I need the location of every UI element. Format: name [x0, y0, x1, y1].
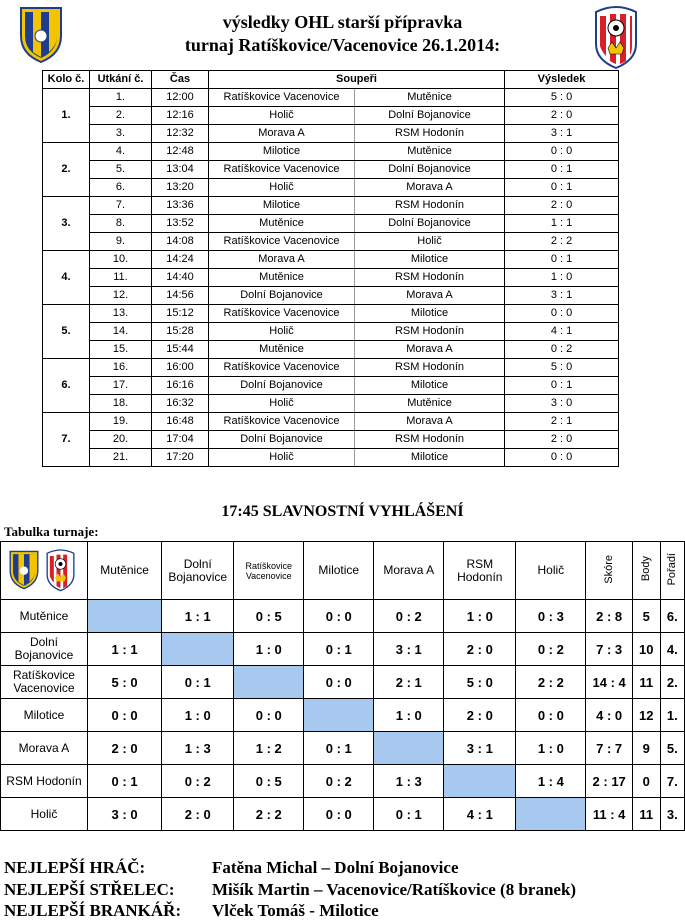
match-schedule-table [42, 70, 619, 467]
match-result: 5 : 0 [505, 359, 619, 377]
match-number: 12. [90, 287, 152, 305]
table-row [43, 107, 619, 125]
total-points: 11 [632, 798, 660, 831]
match-score-cell: 0 : 2 [304, 765, 374, 798]
total-score: 7 : 3 [586, 633, 633, 666]
match-result: 0 : 0 [505, 449, 619, 467]
home-team: Morava A [209, 251, 355, 269]
match-score-cell: 2 : 0 [87, 732, 161, 765]
home-team: Holič [209, 323, 355, 341]
total-points: 11 [632, 666, 660, 699]
column-team: RSM Hodonín [444, 542, 516, 600]
match-score-cell: 1 : 0 [516, 732, 586, 765]
away-team: RSM Hodonín [355, 269, 505, 287]
match-result: 3 : 1 [505, 125, 619, 143]
round-number: 5. [43, 305, 90, 359]
match-number: 17. [90, 377, 152, 395]
match-score-cell: 0 : 2 [162, 765, 234, 798]
header-round: Kolo č. [43, 71, 90, 89]
home-team: Holič [209, 449, 355, 467]
column-team: Ratíškovice Vacenovice [234, 542, 304, 600]
match-score-cell: 0 : 2 [374, 600, 444, 633]
schedule-body [43, 89, 619, 467]
award-best-player [4, 858, 458, 878]
home-team: Ratíškovice Vacenovice [209, 413, 355, 431]
away-team: Milotice [355, 449, 505, 467]
standings-corner-logos [1, 542, 88, 600]
match-number: 19. [90, 413, 152, 431]
total-points: 0 [632, 765, 660, 798]
match-result: 3 : 1 [505, 287, 619, 305]
table-row [43, 215, 619, 233]
table-row [43, 179, 619, 197]
match-result: 0 : 0 [505, 305, 619, 323]
table-row [1, 633, 685, 666]
home-team: Milotice [209, 197, 355, 215]
match-result: 0 : 1 [505, 161, 619, 179]
round-number: 7. [43, 413, 90, 467]
row-team: Milotice [1, 699, 88, 732]
total-score: 2 : 8 [586, 600, 633, 633]
home-team: Holič [209, 179, 355, 197]
column-team: Mutěnice [87, 542, 161, 600]
away-team: Morava A [355, 179, 505, 197]
match-score-cell: 1 : 4 [516, 765, 586, 798]
match-score-cell: 3 : 0 [87, 798, 161, 831]
match-number: 11. [90, 269, 152, 287]
table-row [43, 359, 619, 377]
match-score-cell: 0 : 5 [234, 765, 304, 798]
match-result: 0 : 2 [505, 341, 619, 359]
table-row [43, 449, 619, 467]
diagonal-cell [304, 699, 374, 732]
away-team: Dolní Bojanovice [355, 161, 505, 179]
match-result: 4 : 1 [505, 323, 619, 341]
header-time: Čas [152, 71, 209, 89]
final-rank: 5. [660, 732, 684, 765]
home-team: Ratíškovice Vacenovice [209, 359, 355, 377]
diagonal-cell [516, 798, 586, 831]
table-row [43, 305, 619, 323]
round-number: 1. [43, 89, 90, 143]
table-row [43, 413, 619, 431]
match-score-cell: 1 : 0 [374, 699, 444, 732]
match-time: 16:16 [152, 377, 209, 395]
home-team: Dolní Bojanovice [209, 377, 355, 395]
column-score [586, 542, 633, 600]
match-score-cell: 0 : 0 [304, 798, 374, 831]
match-time: 12:32 [152, 125, 209, 143]
award-best-goalkeeper [4, 901, 379, 921]
table-row [43, 197, 619, 215]
total-score: 14 : 4 [586, 666, 633, 699]
table-row [1, 765, 685, 798]
match-result: 0 : 0 [505, 143, 619, 161]
match-number: 14. [90, 323, 152, 341]
final-rank: 1. [660, 699, 684, 732]
header-match: Utkání č. [90, 71, 152, 89]
match-time: 14:24 [152, 251, 209, 269]
match-score-cell: 1 : 2 [234, 732, 304, 765]
standings-header-row [1, 542, 685, 600]
match-result: 2 : 0 [505, 107, 619, 125]
award-value: Fatěna Michal – Dolní Bojanovice [212, 858, 459, 877]
round-number: 2. [43, 143, 90, 197]
table-row [43, 125, 619, 143]
column-score-label: Skóre [603, 554, 616, 584]
match-result: 2 : 1 [505, 413, 619, 431]
away-team: Mutěnice [355, 395, 505, 413]
column-rank [660, 542, 684, 600]
match-score-cell: 0 : 0 [516, 699, 586, 732]
match-score-cell: 1 : 1 [162, 600, 234, 633]
total-points: 12 [632, 699, 660, 732]
match-result: 3 : 0 [505, 395, 619, 413]
away-team: Mutěnice [355, 143, 505, 161]
match-score-cell: 2 : 0 [162, 798, 234, 831]
match-score-cell: 1 : 0 [234, 633, 304, 666]
match-time: 15:12 [152, 305, 209, 323]
round-number: 4. [43, 251, 90, 305]
match-time: 14:08 [152, 233, 209, 251]
diagonal-cell [234, 666, 304, 699]
standings-table [0, 541, 685, 831]
match-time: 13:52 [152, 215, 209, 233]
match-result: 2 : 0 [505, 197, 619, 215]
home-team: Mutěnice [209, 269, 355, 287]
award-value: Vlček Tomáš - Milotice [212, 901, 379, 920]
match-result: 2 : 2 [505, 233, 619, 251]
table-row [43, 287, 619, 305]
home-team: Ratíškovice Vacenovice [209, 233, 355, 251]
away-team: RSM Hodonín [355, 359, 505, 377]
match-number: 13. [90, 305, 152, 323]
match-score-cell: 1 : 0 [444, 600, 516, 633]
final-rank: 4. [660, 633, 684, 666]
table-row [43, 161, 619, 179]
page-subtitle: turnaj Ratíškovice/Vacenovice 26.1.2014: [184, 35, 501, 55]
total-score: 4 : 0 [586, 699, 633, 732]
table-row [43, 251, 619, 269]
schedule-header-row [43, 71, 619, 89]
match-number: 5. [90, 161, 152, 179]
match-score-cell: 0 : 5 [234, 600, 304, 633]
total-score: 7 : 7 [586, 732, 633, 765]
match-score-cell: 2 : 2 [516, 666, 586, 699]
award-label: NEJLEPŠÍ HRÁČ: [4, 858, 146, 877]
table-row [43, 89, 619, 107]
match-number: 15. [90, 341, 152, 359]
match-time: 14:40 [152, 269, 209, 287]
ceremony-announcement: 17:45 SLAVNOSTNÍ VYHLÁŠENÍ [221, 503, 464, 520]
row-team: Ratíškovice Vacenovice [1, 666, 88, 699]
match-result: 1 : 1 [505, 215, 619, 233]
table-row [1, 732, 685, 765]
match-score-cell: 1 : 1 [87, 633, 161, 666]
match-time: 12:48 [152, 143, 209, 161]
match-time: 17:20 [152, 449, 209, 467]
match-number: 7. [90, 197, 152, 215]
round-number: 3. [43, 197, 90, 251]
match-score-cell: 0 : 0 [234, 699, 304, 732]
home-team: Holič [209, 107, 355, 125]
match-time: 15:44 [152, 341, 209, 359]
match-score-cell: 0 : 0 [304, 666, 374, 699]
away-team: RSM Hodonín [355, 323, 505, 341]
club-crest-right-icon [44, 548, 77, 592]
column-points-label: Body [640, 556, 653, 582]
match-score-cell: 0 : 1 [162, 666, 234, 699]
away-team: Milotice [355, 305, 505, 323]
match-result: 0 : 1 [505, 179, 619, 197]
total-points: 9 [632, 732, 660, 765]
match-score-cell: 0 : 1 [374, 798, 444, 831]
award-value: Mišík Martin – Vacenovice/Ratíškovice (8 branek) [212, 880, 577, 899]
away-team: Mutěnice [355, 89, 505, 107]
match-score-cell: 0 : 1 [87, 765, 161, 798]
match-score-cell: 3 : 1 [374, 633, 444, 666]
final-rank: 2. [660, 666, 684, 699]
column-points [632, 542, 660, 600]
match-score-cell: 0 : 1 [304, 633, 374, 666]
away-team: Milotice [355, 251, 505, 269]
match-time: 15:28 [152, 323, 209, 341]
home-team: Dolní Bojanovice [209, 431, 355, 449]
home-team: Mutěnice [209, 341, 355, 359]
table-row [43, 395, 619, 413]
match-score-cell: 0 : 0 [304, 600, 374, 633]
match-number: 21. [90, 449, 152, 467]
table-row [1, 699, 685, 732]
match-result: 0 : 1 [505, 377, 619, 395]
header-result: Výsledek [505, 71, 619, 89]
row-team: Morava A [1, 732, 88, 765]
match-time: 16:48 [152, 413, 209, 431]
away-team: Morava A [355, 287, 505, 305]
header-opponents: Soupeři [209, 71, 505, 89]
final-rank: 7. [660, 765, 684, 798]
diagonal-cell [374, 732, 444, 765]
away-team: Morava A [355, 341, 505, 359]
away-team: RSM Hodonín [355, 197, 505, 215]
away-team: Holič [355, 233, 505, 251]
home-team: Ratíškovice Vacenovice [209, 305, 355, 323]
home-team: Holič [209, 395, 355, 413]
diagonal-cell [162, 633, 234, 666]
diagonal-cell [444, 765, 516, 798]
home-team: Mutěnice [209, 215, 355, 233]
match-number: 9. [90, 233, 152, 251]
away-team: Dolní Bojanovice [355, 107, 505, 125]
match-score-cell: 5 : 0 [87, 666, 161, 699]
match-number: 3. [90, 125, 152, 143]
match-number: 2. [90, 107, 152, 125]
match-result: 5 : 0 [505, 89, 619, 107]
row-team: Mutěnice [1, 600, 88, 633]
home-team: Milotice [209, 143, 355, 161]
match-time: 13:04 [152, 161, 209, 179]
match-score-cell: 0 : 2 [516, 633, 586, 666]
page-title: výsledky OHL starší přípravka [222, 12, 463, 32]
match-score-cell: 2 : 1 [374, 666, 444, 699]
away-team: Dolní Bojanovice [355, 215, 505, 233]
table-row [43, 269, 619, 287]
match-time: 13:20 [152, 179, 209, 197]
award-label: NEJLEPŠÍ BRANKÁŘ: [4, 901, 182, 920]
table-row [1, 666, 685, 699]
column-team: Dolní Bojanovice [162, 542, 234, 600]
award-top-scorer [4, 880, 576, 900]
match-result: 1 : 0 [505, 269, 619, 287]
row-team: RSM Hodonín [1, 765, 88, 798]
match-number: 20. [90, 431, 152, 449]
column-team: Holič [516, 542, 586, 600]
match-score-cell: 2 : 0 [444, 699, 516, 732]
total-score: 11 : 4 [586, 798, 633, 831]
column-team: Morava A [374, 542, 444, 600]
total-points: 5 [632, 600, 660, 633]
away-team: RSM Hodonín [355, 125, 505, 143]
round-number: 6. [43, 359, 90, 413]
away-team: RSM Hodonín [355, 431, 505, 449]
table-row [1, 600, 685, 633]
match-score-cell: 5 : 0 [444, 666, 516, 699]
standings-label: Tabulka turnaje: [4, 524, 99, 539]
table-row [43, 143, 619, 161]
match-score-cell: 1 : 3 [162, 732, 234, 765]
match-number: 6. [90, 179, 152, 197]
match-score-cell: 1 : 3 [374, 765, 444, 798]
match-number: 1. [90, 89, 152, 107]
match-number: 10. [90, 251, 152, 269]
match-time: 13:36 [152, 197, 209, 215]
away-team: Milotice [355, 377, 505, 395]
diagonal-cell [87, 600, 161, 633]
match-time: 17:04 [152, 431, 209, 449]
home-team: Ratíškovice Vacenovice [209, 161, 355, 179]
match-result: 0 : 1 [505, 251, 619, 269]
home-team: Ratíškovice Vacenovice [209, 89, 355, 107]
table-row [43, 233, 619, 251]
table-row [43, 341, 619, 359]
match-number: 8. [90, 215, 152, 233]
award-label: NEJLEPŠÍ STŘELEC: [4, 880, 175, 899]
total-points: 10 [632, 633, 660, 666]
column-team: Milotice [304, 542, 374, 600]
match-score-cell: 2 : 0 [444, 633, 516, 666]
match-time: 12:16 [152, 107, 209, 125]
column-rank-label: Pořadí [666, 552, 679, 586]
match-number: 18. [90, 395, 152, 413]
match-number: 16. [90, 359, 152, 377]
match-score-cell: 0 : 1 [304, 732, 374, 765]
match-result: 2 : 0 [505, 431, 619, 449]
club-crest-left-icon [7, 550, 41, 590]
home-team: Dolní Bojanovice [209, 287, 355, 305]
match-time: 16:00 [152, 359, 209, 377]
final-rank: 6. [660, 600, 684, 633]
match-time: 12:00 [152, 89, 209, 107]
match-time: 16:32 [152, 395, 209, 413]
match-score-cell: 0 : 3 [516, 600, 586, 633]
match-score-cell: 3 : 1 [444, 732, 516, 765]
match-score-cell: 0 : 0 [87, 699, 161, 732]
match-number: 4. [90, 143, 152, 161]
match-time: 14:56 [152, 287, 209, 305]
table-row [43, 323, 619, 341]
total-score: 2 : 17 [586, 765, 633, 798]
table-row [43, 377, 619, 395]
row-team: Holič [1, 798, 88, 831]
match-score-cell: 4 : 1 [444, 798, 516, 831]
row-team: Dolní Bojanovice [1, 633, 88, 666]
table-row [1, 798, 685, 831]
table-row [43, 431, 619, 449]
standings-body [1, 542, 685, 831]
match-score-cell: 1 : 0 [162, 699, 234, 732]
home-team: Morava A [209, 125, 355, 143]
away-team: Morava A [355, 413, 505, 431]
final-rank: 3. [660, 798, 684, 831]
match-score-cell: 2 : 2 [234, 798, 304, 831]
